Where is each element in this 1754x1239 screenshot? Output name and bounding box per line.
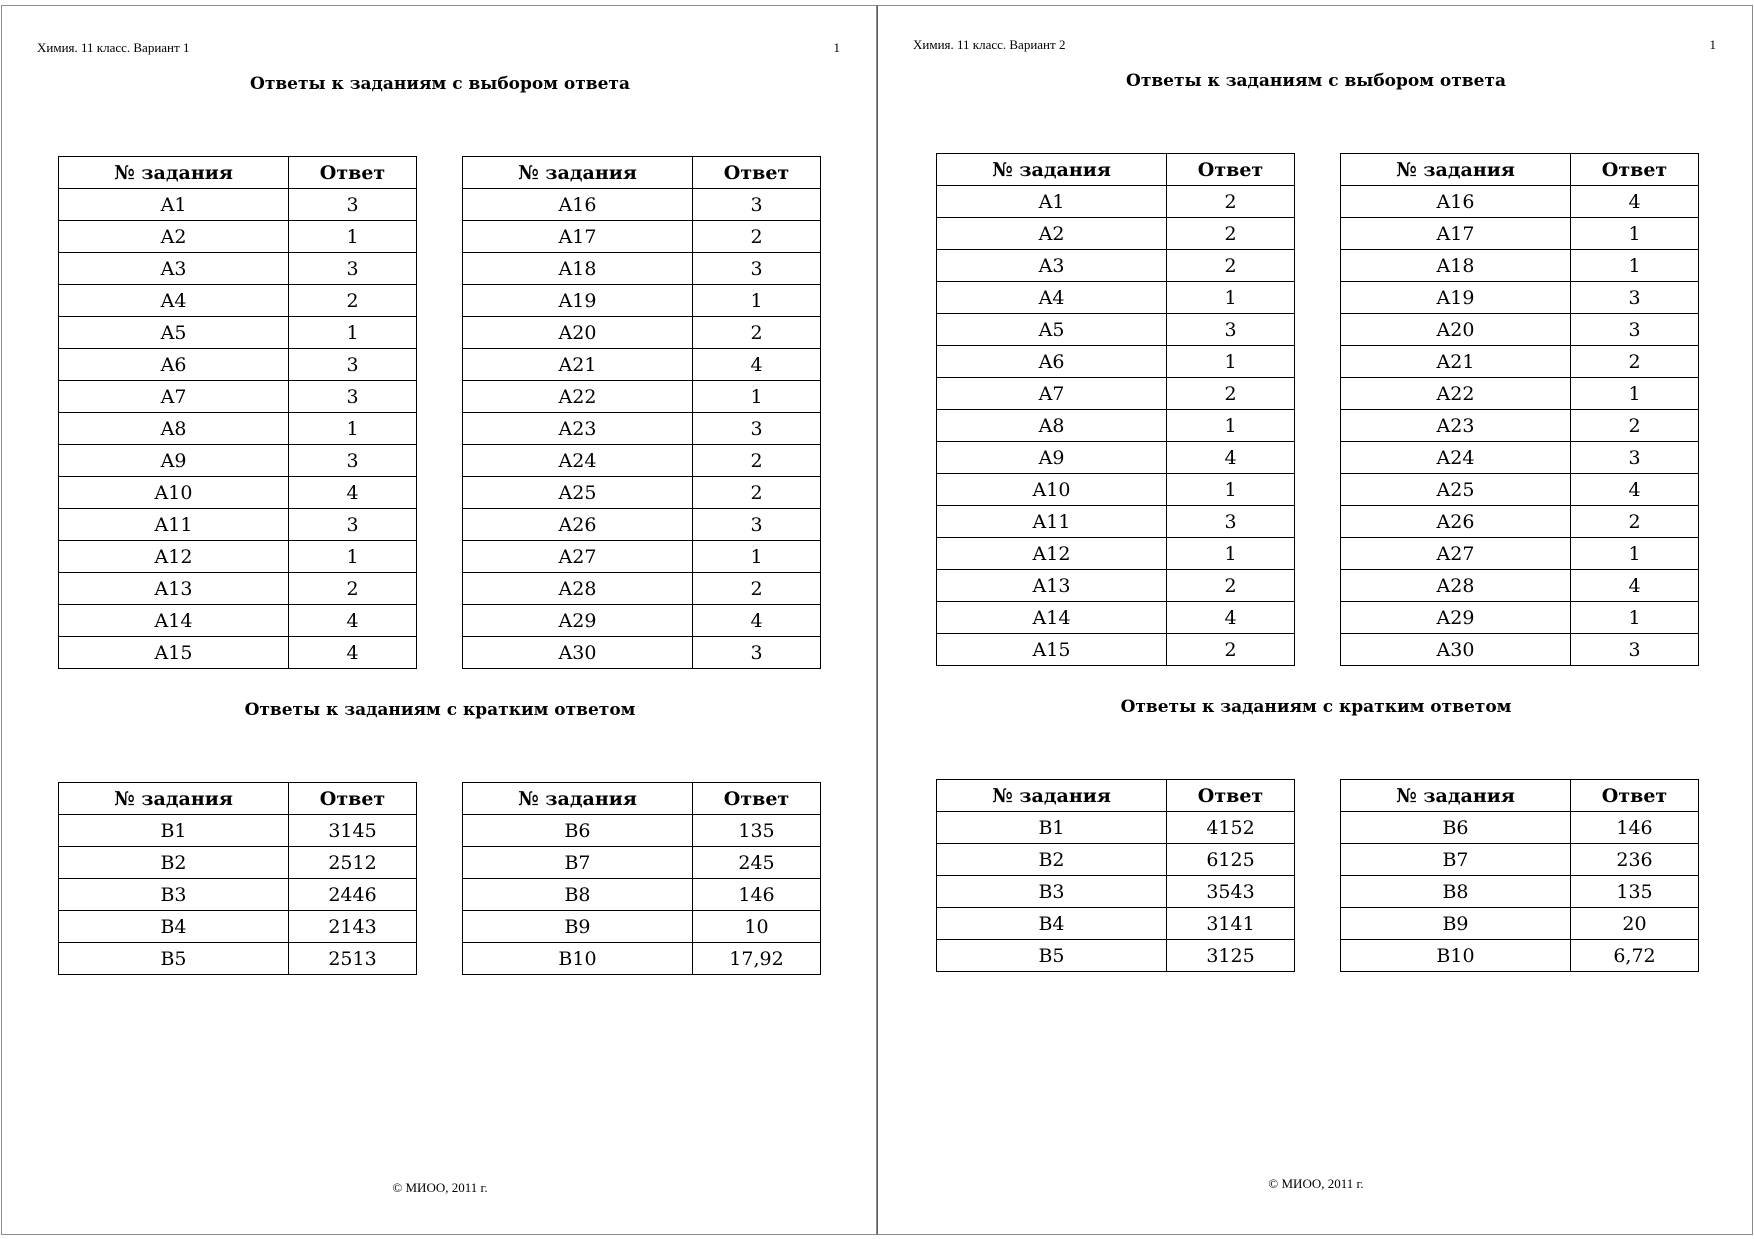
answer-cell: 3 (289, 349, 417, 381)
task-number-cell: A4 (59, 285, 289, 317)
task-number-cell: A23 (463, 413, 693, 445)
task-number-cell: A30 (463, 637, 693, 669)
answer-cell: 1 (1571, 218, 1699, 250)
task-number-cell: A19 (1341, 282, 1571, 314)
answer-cell: 3 (289, 509, 417, 541)
answer-cell: 2 (693, 477, 821, 509)
answer-cell: 1 (1571, 378, 1699, 410)
table-row (937, 378, 1295, 410)
answer-cell: 1 (1167, 410, 1295, 442)
answer-cell: 2 (693, 317, 821, 349)
task-number-cell: A7 (59, 381, 289, 413)
task-number-cell: A16 (1341, 186, 1571, 218)
task-number-cell: A18 (1341, 250, 1571, 282)
table-row (937, 634, 1295, 666)
table-row (59, 911, 417, 943)
task-number-cell: A8 (937, 410, 1167, 442)
table-row (937, 250, 1295, 282)
answer-cell: 2 (1571, 346, 1699, 378)
answer-cell: 2513 (289, 943, 417, 975)
task-number-cell: A12 (59, 541, 289, 573)
table-row (1341, 844, 1699, 876)
task-number-cell: B1 (937, 812, 1167, 844)
table-row (1341, 876, 1699, 908)
table-header-row (937, 154, 1295, 186)
table-row (937, 314, 1295, 346)
table-row (463, 879, 821, 911)
answer-cell: 2 (1167, 250, 1295, 282)
document-page-variant-1 (1, 5, 877, 1235)
task-number-cell: A27 (1341, 538, 1571, 570)
table-row (937, 570, 1295, 602)
answer-cell: 17,92 (693, 943, 821, 975)
answer-cell: 135 (693, 815, 821, 847)
column-header-answer: Ответ (289, 157, 417, 189)
table-row (1341, 602, 1699, 634)
answer-cell: 3 (1571, 314, 1699, 346)
answer-cell: 4 (693, 349, 821, 381)
answer-cell: 3 (289, 445, 417, 477)
task-number-cell: A21 (1341, 346, 1571, 378)
answer-cell: 2 (1167, 218, 1295, 250)
task-number-cell: B4 (937, 908, 1167, 940)
task-number-cell: A11 (937, 506, 1167, 538)
task-number-cell: A17 (1341, 218, 1571, 250)
task-number-cell: A13 (59, 573, 289, 605)
table-row (59, 253, 417, 285)
answer-cell: 4 (1571, 570, 1699, 602)
table-row (463, 605, 821, 637)
answer-cell: 1 (1167, 282, 1295, 314)
column-header-task: № задания (463, 783, 693, 815)
table-row (1341, 570, 1699, 602)
task-number-cell: A12 (937, 538, 1167, 570)
column-header-task: № задания (463, 157, 693, 189)
table-row (59, 381, 417, 413)
task-number-cell: A22 (463, 381, 693, 413)
table-row (59, 541, 417, 573)
table-header-row (59, 783, 417, 815)
answer-cell: 2 (289, 573, 417, 605)
task-number-cell: A24 (463, 445, 693, 477)
answer-cell: 3 (693, 413, 821, 445)
table-row (1341, 634, 1699, 666)
answer-cell: 2 (1167, 378, 1295, 410)
table-row (1341, 812, 1699, 844)
task-number-cell: A7 (937, 378, 1167, 410)
answer-cell: 2 (1167, 186, 1295, 218)
table-header-row (463, 783, 821, 815)
answer-cell: 245 (693, 847, 821, 879)
short-answers-table-left (936, 779, 1295, 972)
task-number-cell: A10 (59, 477, 289, 509)
answer-cell: 1 (693, 541, 821, 573)
table-row (1341, 186, 1699, 218)
task-number-cell: B2 (937, 844, 1167, 876)
task-number-cell: A5 (937, 314, 1167, 346)
task-number-cell: A11 (59, 509, 289, 541)
answer-cell: 236 (1571, 844, 1699, 876)
task-number-cell: B10 (463, 943, 693, 975)
answer-cell: 3 (289, 381, 417, 413)
choice-answers-table-left (936, 153, 1295, 666)
task-number-cell: A16 (463, 189, 693, 221)
table-header-row (937, 780, 1295, 812)
task-number-cell: A29 (1341, 602, 1571, 634)
table-row (1341, 218, 1699, 250)
answer-cell: 1 (693, 285, 821, 317)
task-number-cell: A20 (463, 317, 693, 349)
column-header-task: № задания (937, 780, 1167, 812)
table-row (463, 509, 821, 541)
task-number-cell: B5 (937, 940, 1167, 972)
task-number-cell: A2 (937, 218, 1167, 250)
task-number-cell: B9 (463, 911, 693, 943)
page-header-title: Химия. 11 класс. Вариант 2 (913, 37, 1066, 52)
choice-answers-heading: Ответы к заданиям с выбором ответа (1126, 71, 1506, 91)
answer-cell: 2 (289, 285, 417, 317)
table-row (463, 253, 821, 285)
answer-cell: 1 (1571, 250, 1699, 282)
table-row (937, 218, 1295, 250)
task-number-cell: A22 (1341, 378, 1571, 410)
task-number-cell: B10 (1341, 940, 1571, 972)
short-answers-table-left (58, 782, 417, 975)
answer-cell: 20 (1571, 908, 1699, 940)
answer-cell: 3 (693, 637, 821, 669)
page-number: 1 (1709, 37, 1716, 52)
answer-cell: 4 (1167, 602, 1295, 634)
task-number-cell: A8 (59, 413, 289, 445)
choice-answers-table-right (462, 156, 821, 669)
table-row (1341, 474, 1699, 506)
answer-cell: 4152 (1167, 812, 1295, 844)
table-row (59, 815, 417, 847)
table-row (937, 876, 1295, 908)
table-row (1341, 346, 1699, 378)
answer-cell: 3 (693, 189, 821, 221)
answer-cell: 3 (693, 509, 821, 541)
answer-cell: 1 (1167, 346, 1295, 378)
table-row (59, 189, 417, 221)
table-header-row (463, 157, 821, 189)
table-row (937, 602, 1295, 634)
column-header-task: № задания (1341, 780, 1571, 812)
task-number-cell: A26 (463, 509, 693, 541)
task-number-cell: A28 (463, 573, 693, 605)
task-number-cell: B3 (59, 879, 289, 911)
answer-cell: 10 (693, 911, 821, 943)
task-number-cell: A14 (59, 605, 289, 637)
answer-cell: 4 (1571, 186, 1699, 218)
task-number-cell: A20 (1341, 314, 1571, 346)
answer-cell: 3 (1571, 442, 1699, 474)
task-number-cell: B7 (463, 847, 693, 879)
answer-cell: 1 (1571, 538, 1699, 570)
table-row (463, 413, 821, 445)
task-number-cell: A26 (1341, 506, 1571, 538)
column-header-answer: Ответ (289, 783, 417, 815)
answer-cell: 1 (1167, 474, 1295, 506)
task-number-cell: B3 (937, 876, 1167, 908)
page-footer-copyright: © МИОО, 2011 г. (392, 1180, 488, 1195)
column-header-task: № задания (59, 783, 289, 815)
task-number-cell: B4 (59, 911, 289, 943)
table-row (1341, 410, 1699, 442)
task-number-cell: A24 (1341, 442, 1571, 474)
answer-cell: 2 (1167, 634, 1295, 666)
answer-cell: 1 (289, 317, 417, 349)
table-row (1341, 506, 1699, 538)
task-number-cell: A29 (463, 605, 693, 637)
table-row (1341, 250, 1699, 282)
answer-cell: 1 (289, 541, 417, 573)
task-number-cell: B7 (1341, 844, 1571, 876)
table-row (463, 911, 821, 943)
task-number-cell: A9 (59, 445, 289, 477)
task-number-cell: B6 (1341, 812, 1571, 844)
answer-cell: 6,72 (1571, 940, 1699, 972)
table-row (59, 349, 417, 381)
column-header-answer: Ответ (1167, 154, 1295, 186)
answer-cell: 146 (693, 879, 821, 911)
table-row (463, 541, 821, 573)
task-number-cell: A13 (937, 570, 1167, 602)
task-number-cell: A27 (463, 541, 693, 573)
table-header-row (1341, 780, 1699, 812)
answer-cell: 3 (1167, 314, 1295, 346)
answer-cell: 3145 (289, 815, 417, 847)
table-row (937, 442, 1295, 474)
answer-cell: 3 (1571, 282, 1699, 314)
table-row (59, 285, 417, 317)
short-answers-heading: Ответы к заданиям с кратким ответом (1120, 697, 1512, 717)
table-row (59, 573, 417, 605)
table-row (937, 186, 1295, 218)
table-row (937, 506, 1295, 538)
table-row (937, 346, 1295, 378)
table-row (937, 812, 1295, 844)
table-row (59, 445, 417, 477)
choice-answers-table-left (58, 156, 417, 669)
table-row (937, 410, 1295, 442)
answer-cell: 3141 (1167, 908, 1295, 940)
table-row (937, 538, 1295, 570)
answer-cell: 3 (289, 253, 417, 285)
table-row (59, 317, 417, 349)
table-row (463, 349, 821, 381)
page-footer-copyright: © МИОО, 2011 г. (1268, 1176, 1364, 1191)
column-header-answer: Ответ (1571, 154, 1699, 186)
short-answers-table-right (462, 782, 821, 975)
table-row (937, 908, 1295, 940)
task-number-cell: A6 (59, 349, 289, 381)
table-row (1341, 908, 1699, 940)
short-answers-heading: Ответы к заданиям с кратким ответом (244, 700, 636, 720)
task-number-cell: B8 (463, 879, 693, 911)
table-row (1341, 378, 1699, 410)
table-row (463, 943, 821, 975)
task-number-cell: A14 (937, 602, 1167, 634)
answer-cell: 3 (1167, 506, 1295, 538)
column-header-answer: Ответ (693, 157, 821, 189)
task-number-cell: A15 (937, 634, 1167, 666)
table-row (1341, 538, 1699, 570)
answer-cell: 2143 (289, 911, 417, 943)
answer-cell: 1 (693, 381, 821, 413)
table-row (463, 189, 821, 221)
table-row (463, 317, 821, 349)
task-number-cell: A5 (59, 317, 289, 349)
task-number-cell: A25 (1341, 474, 1571, 506)
short-answers-table-right (1340, 779, 1699, 972)
table-row (463, 637, 821, 669)
answer-cell: 2 (693, 573, 821, 605)
task-number-cell: A6 (937, 346, 1167, 378)
answer-cell: 3125 (1167, 940, 1295, 972)
task-number-cell: A10 (937, 474, 1167, 506)
page-header-title: Химия. 11 класс. Вариант 1 (37, 40, 190, 55)
task-number-cell: A1 (937, 186, 1167, 218)
table-row (937, 474, 1295, 506)
answer-cell: 135 (1571, 876, 1699, 908)
answer-cell: 1 (289, 413, 417, 445)
answer-cell: 4 (693, 605, 821, 637)
task-number-cell: A3 (59, 253, 289, 285)
page-number: 1 (833, 40, 840, 55)
answer-cell: 1 (289, 221, 417, 253)
table-row (937, 940, 1295, 972)
task-number-cell: A23 (1341, 410, 1571, 442)
answer-cell: 146 (1571, 812, 1699, 844)
table-row (463, 815, 821, 847)
task-number-cell: A15 (59, 637, 289, 669)
table-row (59, 605, 417, 637)
task-number-cell: A17 (463, 221, 693, 253)
task-number-cell: A3 (937, 250, 1167, 282)
task-number-cell: A1 (59, 189, 289, 221)
column-header-answer: Ответ (1571, 780, 1699, 812)
task-number-cell: A25 (463, 477, 693, 509)
table-row (1341, 940, 1699, 972)
table-row (59, 413, 417, 445)
task-number-cell: A9 (937, 442, 1167, 474)
answer-cell: 2 (693, 445, 821, 477)
column-header-task: № задания (937, 154, 1167, 186)
task-number-cell: B8 (1341, 876, 1571, 908)
table-row (463, 573, 821, 605)
choice-answers-table-right (1340, 153, 1699, 666)
answer-cell: 3 (1571, 634, 1699, 666)
table-row (463, 477, 821, 509)
table-row (59, 477, 417, 509)
answer-cell: 2 (1571, 506, 1699, 538)
answer-cell: 2 (693, 221, 821, 253)
table-row (463, 285, 821, 317)
table-row (1341, 314, 1699, 346)
answer-cell: 4 (1167, 442, 1295, 474)
table-row (937, 844, 1295, 876)
answer-cell: 3 (693, 253, 821, 285)
answer-cell: 6125 (1167, 844, 1295, 876)
table-header-row (59, 157, 417, 189)
task-number-cell: B9 (1341, 908, 1571, 940)
table-row (1341, 282, 1699, 314)
table-row (59, 847, 417, 879)
table-row (59, 879, 417, 911)
task-number-cell: B2 (59, 847, 289, 879)
task-number-cell: A2 (59, 221, 289, 253)
table-row (463, 381, 821, 413)
answer-cell: 4 (289, 637, 417, 669)
task-number-cell: A21 (463, 349, 693, 381)
answer-cell: 2512 (289, 847, 417, 879)
answer-cell: 4 (289, 477, 417, 509)
task-number-cell: B5 (59, 943, 289, 975)
answer-cell: 4 (289, 605, 417, 637)
answer-cell: 1 (1167, 538, 1295, 570)
task-number-cell: A4 (937, 282, 1167, 314)
answer-cell: 3 (289, 189, 417, 221)
task-number-cell: A18 (463, 253, 693, 285)
task-number-cell: A19 (463, 285, 693, 317)
column-header-answer: Ответ (693, 783, 821, 815)
table-row (463, 445, 821, 477)
answer-cell: 3543 (1167, 876, 1295, 908)
task-number-cell: B1 (59, 815, 289, 847)
answer-cell: 1 (1571, 602, 1699, 634)
table-row (59, 637, 417, 669)
column-header-task: № задания (1341, 154, 1571, 186)
table-row (937, 282, 1295, 314)
table-row (1341, 442, 1699, 474)
column-header-task: № задания (59, 157, 289, 189)
answer-cell: 2 (1167, 570, 1295, 602)
table-row (59, 943, 417, 975)
table-row (463, 847, 821, 879)
document-page-variant-2 (877, 5, 1753, 1235)
column-header-answer: Ответ (1167, 780, 1295, 812)
table-row (59, 509, 417, 541)
answer-cell: 2446 (289, 879, 417, 911)
choice-answers-heading: Ответы к заданиям с выбором ответа (250, 74, 630, 94)
task-number-cell: B6 (463, 815, 693, 847)
task-number-cell: A30 (1341, 634, 1571, 666)
table-row (59, 221, 417, 253)
answer-cell: 4 (1571, 474, 1699, 506)
table-header-row (1341, 154, 1699, 186)
answer-cell: 2 (1571, 410, 1699, 442)
task-number-cell: A28 (1341, 570, 1571, 602)
table-row (463, 221, 821, 253)
